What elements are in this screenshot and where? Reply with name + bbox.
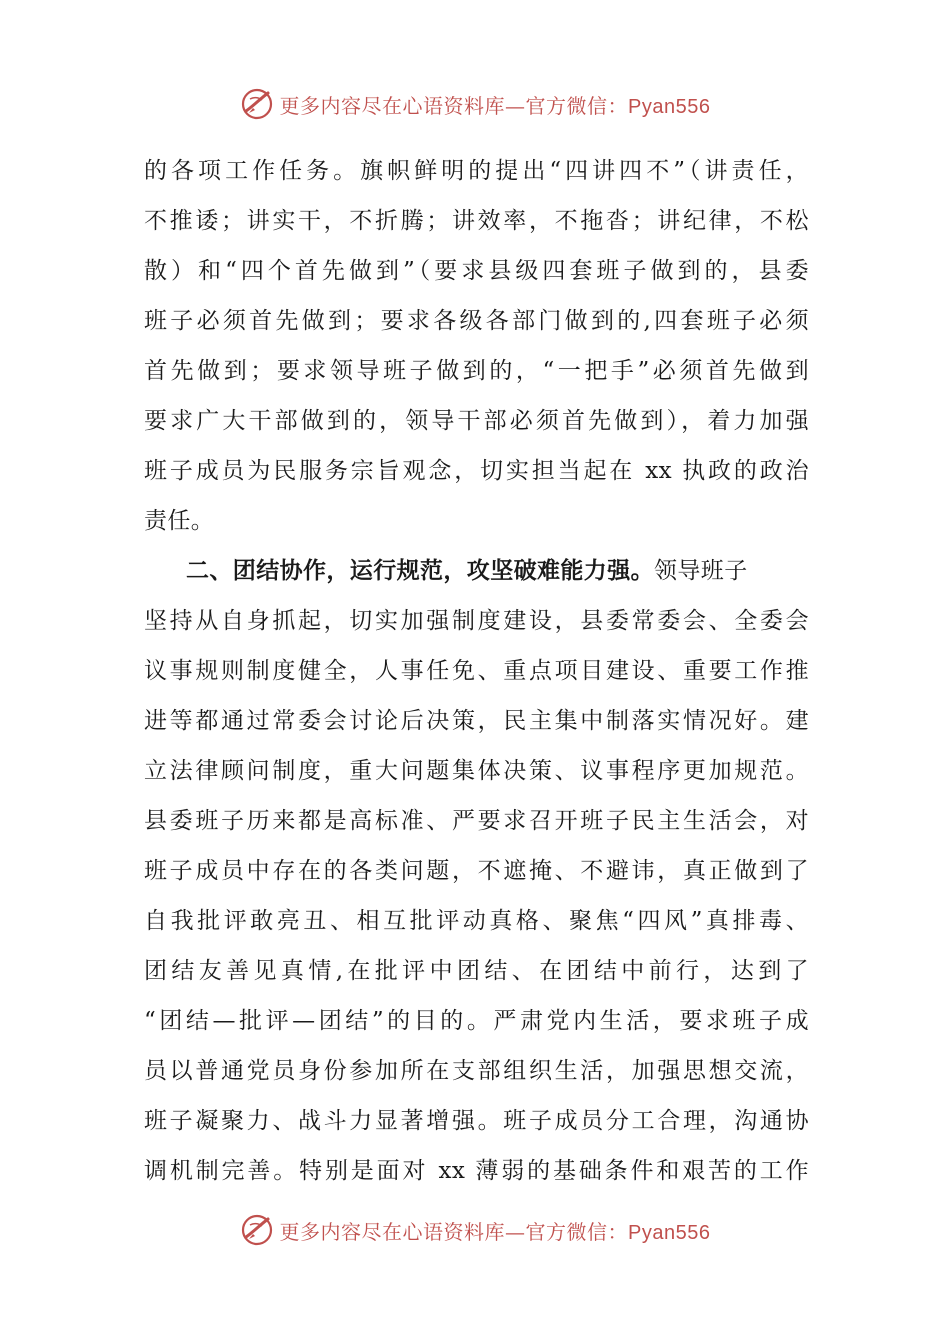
body-line: 调机制完善。特别是面对 xx 薄弱的基础条件和艰苦的工作 <box>144 1158 809 1184</box>
header-watermark <box>0 84 950 124</box>
section-heading-line <box>144 546 809 596</box>
body-line: 进等都通过常委会讨论后决策，民主集中制落实情况好。建 <box>144 708 809 734</box>
watermark-text: 更多内容尽在心语资料库—官方微信：Pyan556 <box>279 93 711 118</box>
body-line: 坚持从自身抓起，切实加强制度建设，县委常委会、全委会 <box>144 608 809 634</box>
wechat-id: Pyan556 <box>628 1221 711 1244</box>
body-line: 班子凝聚力、战斗力显著增强。班子成员分工合理，沟通协 <box>144 1108 809 1134</box>
body-line: 班子成员中存在的各类问题，不遮掩、不避讳，真正做到了 <box>144 858 809 884</box>
body-line: 员以普通党员身份参加所在支部组织生活，加强思想交流， <box>144 1058 809 1084</box>
pen-circle-logo-icon <box>240 87 274 121</box>
body-line: 首先做到；要求领导班子做到的，“一把手”必须首先做到 <box>144 358 809 384</box>
body-line: 不推诿；讲实干，不折腾；讲效率，不拖沓；讲纪律，不松 <box>144 208 809 234</box>
body-line: 散）和“四个首先做到”（要求县级四套班子做到的，县委 <box>144 258 809 284</box>
body-line: 班子成员为民服务宗旨观念，切实担当起在 xx 执政的政治 <box>144 458 809 484</box>
body-line: “团结—批评—团结”的目的。严肃党内生活，要求班子成 <box>144 1008 809 1034</box>
body-line: 县委班子历来都是高标准、严要求召开班子民主生活会，对 <box>144 808 809 834</box>
pen-circle-logo-icon <box>240 1213 274 1247</box>
body-line: 自我批评敢亮丑、相互批评动真格、聚焦“四风”真排毒、 <box>144 908 809 934</box>
footer-watermark <box>0 1210 950 1250</box>
body-line: 责任。 <box>144 508 215 534</box>
section-heading: 二、团结协作，运行规范，攻坚破难能力强。 <box>186 557 654 584</box>
document-body <box>144 146 809 1196</box>
body-line: 议事规则制度健全，人事任免、重点项目建设、重要工作推 <box>144 658 809 684</box>
watermark-text: 更多内容尽在心语资料库—官方微信：Pyan556 <box>279 1219 711 1244</box>
wechat-id: Pyan556 <box>628 95 711 118</box>
body-line: 班子必须首先做到；要求各级各部门做到的,四套班子必须 <box>144 308 809 334</box>
body-line: 的各项工作任务。旗帜鲜明的提出“四讲四不”（讲责任， <box>144 158 809 184</box>
section-heading-rest: 领导班子 <box>654 558 748 584</box>
body-line: 立法律顾问制度，重大问题集体决策、议事程序更加规范。 <box>144 758 809 784</box>
body-line: 团结友善见真情,在批评中团结、在团结中前行，达到了 <box>144 958 809 984</box>
body-line: 要求广大干部做到的，领导干部必须首先做到），着力加强 <box>144 408 809 434</box>
